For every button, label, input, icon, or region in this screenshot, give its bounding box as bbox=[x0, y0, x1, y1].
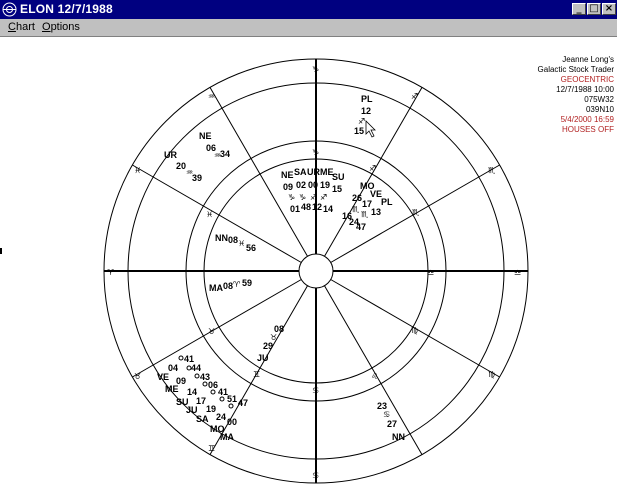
transit-cluster-n4: 09 bbox=[176, 376, 187, 386]
glyph-taurus-inner: ♉ bbox=[208, 327, 216, 336]
info-natal-datetime: 12/7/1988 10:00 bbox=[556, 85, 614, 94]
glyph-capricorn-top: ♑ bbox=[312, 65, 320, 74]
transit-nn-degree: 23 bbox=[377, 401, 388, 411]
glyph-pisces-outer: ♓ bbox=[134, 166, 142, 175]
menu-chart-mnemonic: C bbox=[8, 21, 16, 33]
natal-nn-minute: 56 bbox=[246, 243, 257, 253]
natal-me-label[interactable]: ME bbox=[320, 167, 334, 177]
natal-ju-label[interactable]: JU bbox=[257, 353, 269, 363]
natal-sa-minute: 48 bbox=[301, 202, 312, 212]
transit-cluster-n12: 24 bbox=[216, 412, 227, 422]
transit-nn-minute: 27 bbox=[387, 419, 398, 429]
info-software-name: Galactic Stock Trader bbox=[537, 65, 614, 74]
glyph-gemini-outer: ♊ bbox=[208, 444, 216, 453]
minimize-button[interactable]: _ bbox=[572, 3, 586, 15]
info-transit-datetime: 5/4/2000 16:59 bbox=[560, 115, 614, 124]
title-bar[interactable] bbox=[0, 0, 617, 19]
natal-ne-sign: ♑ bbox=[288, 193, 296, 202]
menu-chart-label: hart bbox=[15, 21, 35, 33]
natal-su-degree: 15 bbox=[332, 184, 343, 194]
natal-ne-minute: 01 bbox=[290, 204, 301, 214]
natal-nn-degree: 08 bbox=[228, 235, 239, 245]
transit-cluster-n8: 17 bbox=[196, 396, 207, 406]
natal-mo-sign: ♏ bbox=[352, 205, 360, 214]
glyph-pisces-inner: ♓ bbox=[206, 210, 214, 219]
transit-cluster-n14: 00 bbox=[227, 417, 238, 427]
natal-nn-label[interactable]: NN bbox=[215, 233, 228, 243]
glyph-sagittarius-inner: ♐ bbox=[369, 164, 377, 173]
transit-pl-minute: 15 bbox=[354, 126, 365, 136]
transit-ma-label[interactable]: MA bbox=[220, 432, 234, 442]
app-globe-icon[interactable] bbox=[2, 2, 17, 17]
glyph-aquarius-outer: ♒ bbox=[208, 92, 216, 101]
natal-ne-degree: 09 bbox=[283, 182, 294, 192]
natal-me-minute: 14 bbox=[323, 204, 334, 214]
natal-pl-minute: 47 bbox=[356, 222, 367, 232]
menu-bar bbox=[0, 19, 617, 37]
natal-ve-sign: ♏ bbox=[361, 210, 369, 219]
natal-ma-label[interactable]: MA bbox=[209, 283, 223, 293]
transit-cluster-n3: 44 bbox=[191, 363, 202, 373]
transit-cluster-n10: 19 bbox=[206, 404, 217, 414]
transit-nn-label[interactable]: NN bbox=[392, 432, 405, 442]
transit-ur-minute: 39 bbox=[192, 173, 203, 183]
glyph-gemini-inner: ♊ bbox=[253, 370, 261, 379]
transit-me-label[interactable]: ME bbox=[165, 384, 179, 394]
main-axes bbox=[104, 59, 528, 483]
astro-chart-wheel[interactable] bbox=[0, 37, 617, 495]
transit-pl-degree: 12 bbox=[361, 106, 372, 116]
transit-mo-label[interactable]: MO bbox=[210, 424, 225, 434]
glyph-scorpio-outer: ♏ bbox=[488, 166, 496, 175]
center-hub-circle bbox=[299, 254, 333, 288]
transit-cluster-n5: 43 bbox=[200, 372, 211, 382]
transit-ur-sign: ♒ bbox=[186, 168, 194, 177]
natal-pl-degree: 16 bbox=[342, 211, 353, 221]
natal-planets bbox=[209, 167, 393, 363]
natal-ve-minute: 13 bbox=[371, 207, 382, 217]
transit-ne-minute: 34 bbox=[220, 149, 231, 159]
natal-sa-label[interactable]: SA bbox=[294, 167, 307, 177]
glyph-libra-outer: ♎ bbox=[514, 268, 522, 277]
natal-ju-minute: 29 bbox=[263, 341, 274, 351]
glyph-cancer-inner: ♋ bbox=[312, 386, 320, 395]
natal-ju-degree: 08 bbox=[274, 324, 285, 334]
natal-ve-label[interactable]: VE bbox=[370, 189, 383, 199]
natal-pl-label[interactable]: PL bbox=[381, 197, 393, 207]
natal-ne-label[interactable]: NE bbox=[281, 170, 294, 180]
info-longitude: 075W32 bbox=[584, 95, 614, 104]
transit-sa-label[interactable]: SA bbox=[196, 414, 209, 424]
outer-zodiac-glyphs bbox=[107, 65, 521, 480]
natal-ma-minute: 59 bbox=[242, 278, 253, 288]
transit-su-label[interactable]: SU bbox=[176, 397, 189, 407]
transit-nn-sign: ♋ bbox=[383, 410, 391, 419]
info-latitude: 039N10 bbox=[585, 105, 614, 114]
natal-ju-sign: ♉ bbox=[270, 333, 278, 342]
menu-options-label: ptions bbox=[50, 21, 80, 33]
transit-ve-label[interactable]: VE bbox=[157, 372, 170, 382]
natal-ur-minute: 12 bbox=[312, 202, 323, 212]
menu-chart[interactable] bbox=[8, 21, 35, 33]
glyph-capricorn-inner: ♑ bbox=[312, 148, 320, 157]
transit-ju-label[interactable]: JU bbox=[186, 405, 198, 415]
glyph-aries-outer: ♈ bbox=[107, 268, 115, 277]
transit-pl-sign: ♐ bbox=[358, 117, 366, 126]
natal-sa-sign: ♑ bbox=[299, 193, 307, 202]
transit-cluster-n1: 41 bbox=[184, 354, 195, 364]
transit-ur-label[interactable]: UR bbox=[164, 150, 177, 160]
mouse-cursor-icon bbox=[366, 121, 375, 137]
transit-cluster-n2: 04 bbox=[168, 363, 179, 373]
natal-ma-degree: 08 bbox=[223, 281, 234, 291]
transit-cluster-n9: 41 bbox=[218, 387, 229, 397]
menu-options-mnemonic: O bbox=[42, 21, 51, 33]
natal-ve-degree: 17 bbox=[362, 199, 373, 209]
natal-me-degree: 19 bbox=[320, 180, 331, 190]
glyph-leo-outer: ♌ bbox=[371, 372, 379, 381]
natal-nn-sign: ♓ bbox=[238, 239, 246, 248]
close-button[interactable]: × bbox=[602, 3, 616, 15]
natal-sa-degree: 02 bbox=[296, 180, 307, 190]
transit-pl-label[interactable]: PL bbox=[361, 94, 373, 104]
transit-ur-degree: 20 bbox=[176, 161, 187, 171]
glyph-virgo-outer: ♍ bbox=[488, 370, 496, 379]
glyph-libra-inner: ♎ bbox=[427, 268, 435, 277]
natal-me-sign: ♐ bbox=[320, 193, 328, 202]
info-software-owner: Jeanne Long's bbox=[562, 55, 614, 64]
transit-ne-label[interactable]: NE bbox=[199, 131, 212, 141]
glyph-virgo-inner: ♍ bbox=[411, 326, 419, 335]
natal-mo-degree: 26 bbox=[352, 193, 363, 203]
glyph-cancer-bottom: ♋ bbox=[312, 471, 320, 480]
glyph-scorpio-inner: ♏ bbox=[412, 208, 420, 217]
info-houses-status: HOUSES OFF bbox=[561, 125, 614, 134]
natal-ur-sign: ♐ bbox=[310, 193, 318, 202]
natal-mo-label[interactable]: MO bbox=[360, 181, 375, 191]
transit-cluster-n6: 14 bbox=[187, 387, 198, 397]
transit-cluster-n7: 06 bbox=[208, 380, 219, 390]
natal-ur-label[interactable]: UR bbox=[307, 167, 320, 177]
transit-cluster-n11: 51 bbox=[227, 394, 238, 404]
info-coordinate-system: GEOCENTRIC bbox=[560, 75, 614, 84]
transit-ne-degree: 06 bbox=[206, 143, 217, 153]
natal-ma-sign: ♈ bbox=[233, 280, 241, 289]
glyph-taurus-outer: ♉ bbox=[134, 372, 142, 381]
natal-ur-degree: 00 bbox=[308, 180, 319, 190]
transit-cluster-n13: 47 bbox=[238, 398, 249, 408]
transit-ne-sign: ♒ bbox=[214, 151, 222, 160]
menu-options[interactable] bbox=[42, 21, 80, 33]
maximize-button[interactable]: □ bbox=[587, 3, 601, 15]
natal-su-label[interactable]: SU bbox=[332, 172, 345, 182]
natal-mo-minute: 24 bbox=[349, 217, 360, 227]
window-title: ELON 12/7/1988 bbox=[20, 2, 113, 16]
glyph-sagittarius-outer: ♐ bbox=[411, 92, 419, 101]
